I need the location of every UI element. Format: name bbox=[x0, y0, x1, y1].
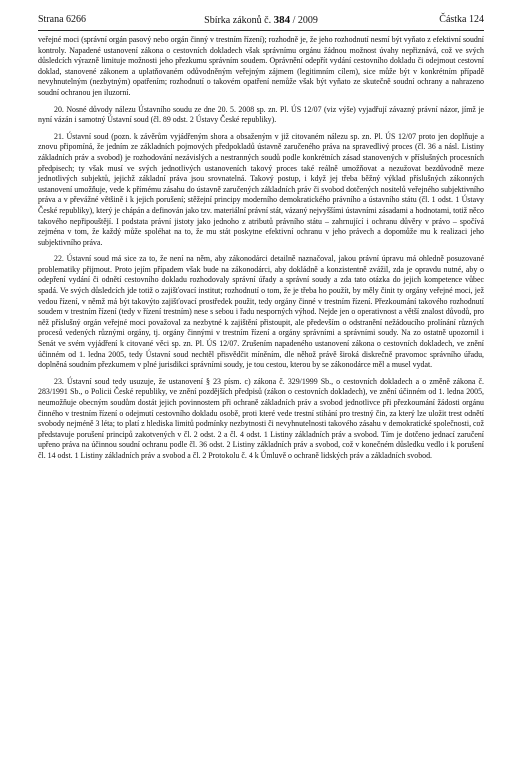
collection-year: / 2009 bbox=[292, 15, 318, 26]
issue-number: Částka 124 bbox=[439, 14, 484, 25]
paragraph-21: 21. Ústavní soud (pozn. k závěrům vyjádřeným shora a obsaženým v již citovaném nálezu sp. zn. Pl. ÚS 12/07 proto jen doplňuje a znovu připomíná, že jedním ze základních pojmových předpokladů ústavně zaručeného práva na spravedlivý proces (čl. 36 a násl. Listiny základních práv a svobod) je rozhodování nezávislých a nestranných soudů podle konkrétních zásad stanovených v příslušných procesních předpisech; ty však musí ve svých jednotlivých ustanoveních takový proces také reálně umožňovat a nezužovat bezdůvodně meze jednotlivých subjektů, jejichž základní práva jsou srovnatelná. Takový postup, i když jej třeba běžný výklad příslušných zákonných ustanovení umožňuje, vede k přímému zásahu do ústavně zaručených základních práv či svobod dotčených nositelů veřejného subjektivního práva a v převážné většině i k jejich porušení; stěžejní principy moderního demokratického právního a ústavního státu (čl. 1 odst. 1 Ústavy České republiky), který je chápán a definován jako tzv. materiální právní stát, vázaný nejvyššími ústavními zásadami a hodnotami, totiž něco takového nepřipouštějí. I podstata právní jistoty jako jednoho z atributů právního státu – zahrnující i ochranu důvěry v právo – spočívá zejména v tom, že každý může spoléhat na to, že mu stát poskytne efektivní ochranu v jeho právech a dopomůže mu k realizaci jeho subjektivního práva. bbox=[38, 131, 484, 247]
collection-title bbox=[38, 12, 484, 29]
page-number: Strana 6266 bbox=[38, 14, 87, 25]
paragraph-23: 23. Ústavní soud tedy usuzuje, že ustanovení § 23 písm. c) zákona č. 329/1999 Sb., o cestovních dokladech a o změně zákona č. 283/1991 Sb., o Policii České republiky, ve znění pozdějších předpisů (zákon o cestovních dokladech), ve znění účinném od 1. ledna 2005, neumožňuje obecným soudům dostát jejich povinnostem při ochraně základních práv a svobod jednotlivce při přezkoumání žádosti orgánu činného v trestním řízení o odejmutí cestovního dokladu osobě, proti které vede trestní stíhání pro trestný čin, za který lze uložit trest odnětí svobody nejméně 3 léta; to platí z hlediska limitů podmínky nezbytnosti či nevyhnutelnosti takového zásahu v demokratické společnosti, což představuje porušení principů zakotvených v čl. 2 odst. 2 a čl. 4 odst. 1 Listiny základních práv a svobod. Tím je dotčeno jednací zaručení upřeno práva na účinnou soudní ochranu podle čl. 36 odst. 2 Listiny základních práv a svobod, což v konečném důsledku vedlo i k porušení čl. 14 odst. 1 Listiny základních práv a svobod a čl. 2 Protokolu č. 4 k Úmluvě o ochraně lidských práv a základních svobod. bbox=[38, 376, 484, 460]
paragraph-continuation: veřejné moci (správní orgán pasový nebo orgán činný v trestním řízení); rozhodně je, že jeho rozhodnutí nesmí být vyňato z efektivní soudní kontroly. Napadené ustanovení zákona o cestovních dokladech však správnímu orgánu žádnou možnost úvahy nepřiznává, což ve svých důsledcích výrazně limituje možnosti jeho přezkumu správním soudem. Oprávnění odepřít vydání cestovního dokladu či odejmout cestovní doklad, stanovené zákonem a uplatňovaném odůvodněným veřejným zájmem (legitimním cílem), sice může být v konkrétním případě nevyhnutelným (nezbytným) opatřením; rozhodnutí o takovém opatření nemůže však být vyňato ze skutečně soudní ochrany a nahrazeno soudní ochranou jen iluzorní. bbox=[38, 35, 484, 97]
paragraph-22: 22. Ústavní soud má sice za to, že není na něm, aby zákonodárci detailně naznačoval, jakou právní úpravu má ohledně posuzované problematiky přijmout. Proto jejím případem však bude na zákonodárci, aby dokládně a konzistentně zvážil, zda je opravdu nutné, aby o odepření vydání či odnětí cestovního dokladu rozhodovaly správní úřady a správní soudy a zda tato otázka do jejich kompetence vůbec spadá. Ve svých důsledcích jde totiž o zajišťovací institut; rozhodnutí o tom, že je třeba ho použít, by měly činit ty orgány veřejné moci, jež vedou řízení, v němž má být takovýto zajišťovací prostředek použit, tedy orgány činné v trestním řízení. Přezkoumání takového rozhodnutí soudem v trestním řízení (tedy v řízení trestním) nese s sebou i řadu nesporných výhod. Nejde jen o operativnost a větší znalost důvodů, pro něž příslušný orgán veřejné moci považoval za nezbytné k zajištění přistoupit, ale především o odstranění nežádoucího prolínání různých procesů vedených různými orgány, tj. orgány činnými v trestním řízení a orgány správními a správními soudy. Na zo ostatně upozornil i Senát ve svém vyjádření k citované věci sp. zn. Pl. ÚS 12/07. Zrušením napadeného ustanovení zákona o cestovních dokladech, ve znění účinném od 1. ledna 2005, tedy Ústavní soud nechtěl přisvědčit míněním, dle něhož právě široká diskrečně pravomoc správního úřadu, doplněná soudním přezkumem v plné jurisdikci správními soudy, je tou cestou, kterou by se zákonodárce měl a musel vydat. bbox=[38, 254, 484, 370]
law-number: 384 bbox=[273, 14, 291, 26]
header-rule bbox=[38, 30, 484, 31]
page-header bbox=[38, 12, 484, 28]
document-body bbox=[38, 35, 484, 468]
collection-prefix: Sbírka zákonů č. bbox=[204, 15, 272, 26]
paragraph-20: 20. Nosné důvody nálezu Ústavního soudu ze dne 20. 5. 2008 sp. zn. Pl. ÚS 12/07 (viz výše) vyjadřují závazný právní názor, jímž je nyní vázán i samotný Ústavní soud (čl. 89 odst. 2 Ústavy České republiky). bbox=[38, 104, 484, 125]
